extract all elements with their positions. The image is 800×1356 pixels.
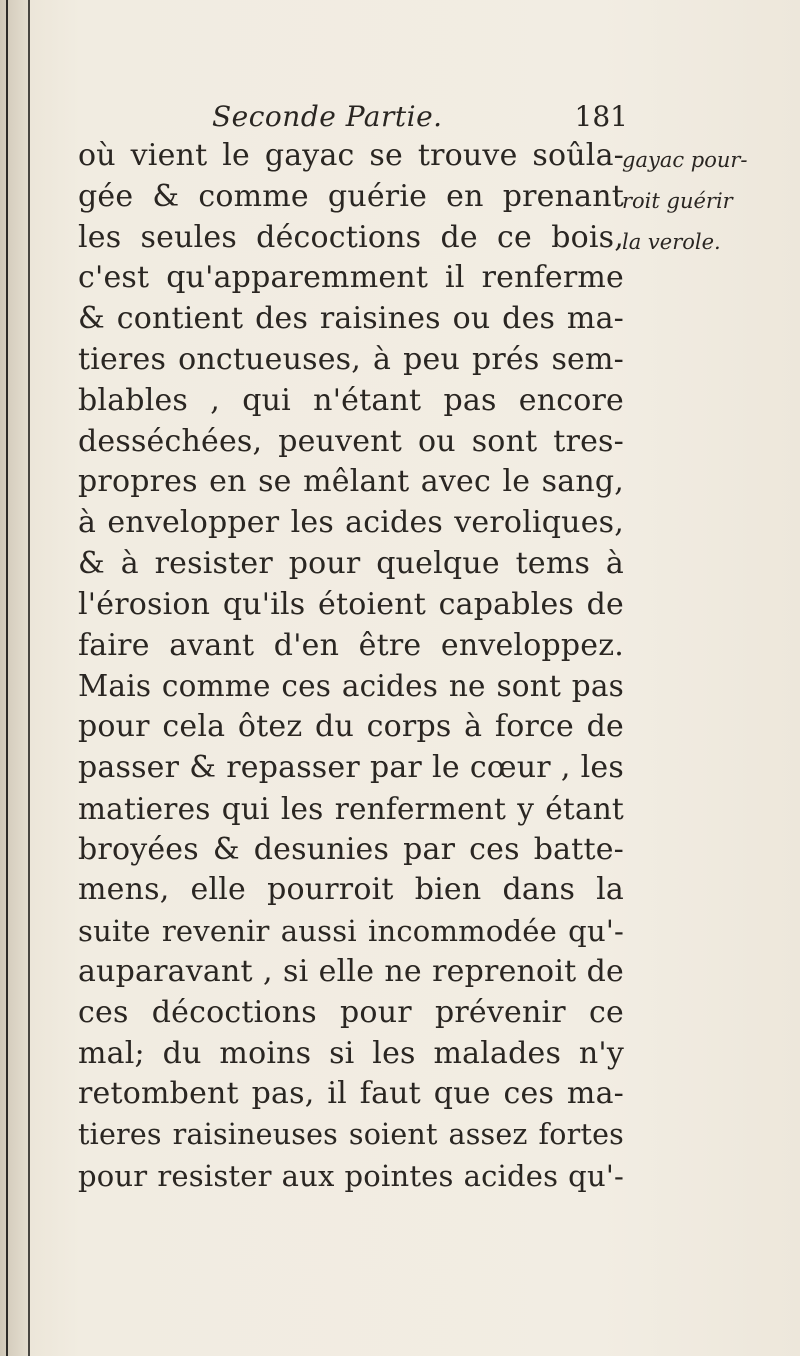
gutter-fold-line (28, 0, 30, 1356)
text-line: ces décoctions pour prévenir ce (78, 994, 624, 1030)
text-line: suite revenir aussi incommodée qu'- (78, 914, 624, 949)
margin-note-line: gayac pour- (622, 148, 748, 172)
margin-note-line: roit guérir (622, 188, 733, 213)
text-line: mens, elle pourroit bien dans la (78, 872, 624, 908)
text-line: tieres raisineuses soient assez fortes (78, 1118, 624, 1152)
text-line: passer & repasser par le cœur , les (78, 749, 624, 785)
text-line: blables , qui n'étant pas encore (78, 382, 624, 418)
text-line: broyées & desunies par ces batte- (78, 831, 624, 867)
body-text (78, 136, 624, 1197)
text-line: Mais comme ces acides ne sont pas (78, 669, 624, 704)
page-number: 181 (574, 100, 628, 133)
page-header (212, 100, 628, 140)
text-line: retombent pas, il faut que ces ma- (78, 1076, 624, 1112)
text-line: tieres onctueuses, à peu prés sem- (78, 341, 624, 377)
margin-note-line: la verole. (622, 229, 721, 254)
running-title: Seconde Partie. (212, 100, 443, 133)
text-line: & contient des raisines ou des ma- (78, 301, 624, 337)
text-line: auparavant , si elle ne reprenoit de (78, 953, 624, 989)
text-line: à envelopper les acides veroliques, (78, 505, 624, 541)
page-gutter (0, 0, 30, 1356)
text-line: l'érosion qu'ils étoient capables de (78, 586, 624, 622)
text-line: c'est qu'apparemment il renferme (78, 260, 624, 296)
text-line: & à resister pour quelque tems à (78, 545, 624, 581)
text-line: propres en se mêlant avec le sang, (78, 464, 624, 500)
text-line: les seules décoctions de ce bois, (78, 219, 624, 255)
margin-note (622, 140, 798, 262)
text-line: pour cela ôtez du corps à force de (78, 709, 624, 745)
text-line: où vient le gayac se trouve soûla- (78, 138, 624, 173)
text-line: pour resister aux pointes acides qu'- (78, 1158, 624, 1193)
text-line: mal; du moins si les malades n'y (78, 1035, 624, 1071)
text-line: matieres qui les renferment y étant (78, 791, 624, 826)
text-line: gée & comme guérie en prenant (78, 178, 624, 214)
text-line: desséchées, peuvent ou sont tres- (78, 423, 624, 459)
text-line: faire avant d'en être enveloppez. (78, 627, 624, 663)
gutter-edge-line (6, 0, 8, 1356)
